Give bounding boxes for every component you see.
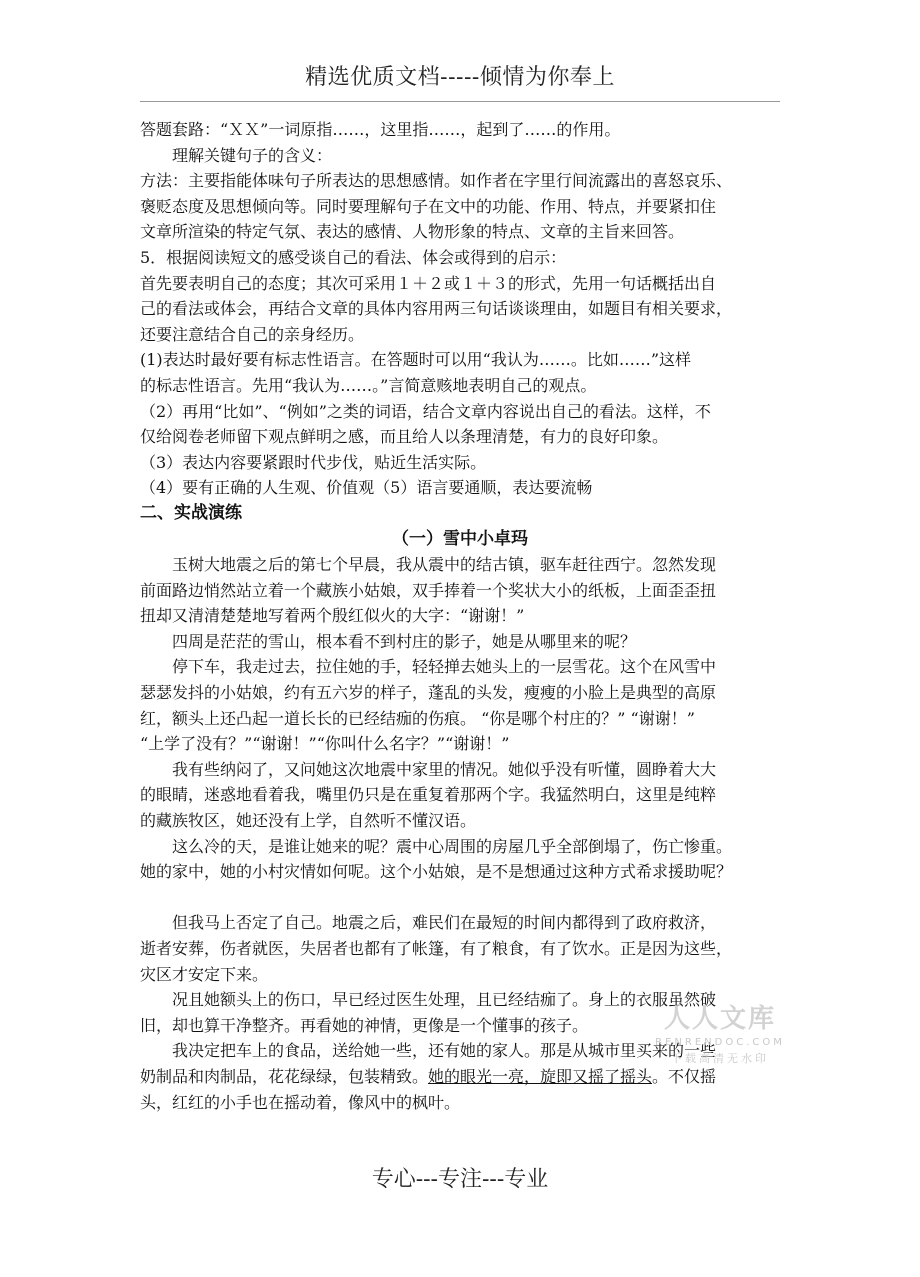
watermark-site: RENRENDOC.COM: [655, 1037, 785, 1048]
text-line: 况且她额头上的伤口，早已经过医生处理，且已经结痂了。身上的衣服虽然破: [172, 990, 717, 1010]
section-heading: 二、实战演练: [140, 502, 242, 523]
text-line: 头，红红的小手也在摇动着，像风中的枫叶。: [140, 1092, 461, 1112]
text-line: 红，额头上还凸起一道长长的已经结痂的伤痕。 “你是哪个村庄的？” “谢谢！”: [140, 708, 695, 728]
text-line: 旧，却也算干净整齐。再看她的神情，更像是一个懂事的孩子。: [140, 1015, 589, 1035]
text-line: (1)表达时最好要有标志性语言。在答题时可以用“我认为……。比如……”这样: [140, 350, 692, 370]
text-line: 我有些纳闷了，又问她这次地震中家里的情况。她似乎没有听懂，圆睁着大大: [172, 759, 717, 779]
text-line: 瑟瑟发抖的小姑娘，约有五六岁的样子，蓬乱的头发，瘦瘦的小脸上是典型的高原: [140, 683, 717, 703]
text-line: 停下车，我走过去，拉住她的手，轻轻掸去她头上的一层雪花。这个在风雪中: [172, 657, 717, 677]
text-line: 首先要表明自己的态度；其次可采用１＋２或１＋３的形式，先用一句话概括出自: [140, 273, 717, 293]
watermark-logo: 人人文库: [663, 1004, 776, 1034]
text-line: 还要注意结合自己的亲身经历。: [140, 324, 365, 344]
text-line: “上学了没有？”“谢谢！”“你叫什么名字？”“谢谢！”: [140, 734, 510, 754]
text-line: 这么冷的天，是谁让她来的呢？震中心周围的房屋几乎全部倒塌了，伤亡惨重。: [172, 836, 733, 856]
header-divider: [140, 101, 780, 102]
watermark: [640, 998, 800, 1068]
text-line: （2）再用“比如”、“例如”之类的词语，结合文章内容说出自己的看法。这样，不: [140, 401, 711, 421]
text-line: （3）表达内容要紧跟时代步伐，贴近生活实际。: [140, 452, 487, 472]
text-line: 己的看法或体会，再结合文章的具体内容用两三句话谈谈理由，如题目有相关要求，: [140, 299, 733, 319]
text-line: 仅给阅卷老师留下观点鲜明之感，而且给人以条理清楚，有力的良好印象。: [140, 427, 669, 447]
text-line: 褒贬态度及思想倾向等。同时要理解句子在文中的功能、作用、特点，并要紧扣住: [140, 196, 717, 216]
page-header: 精选优质文档-----倾情为你奉上: [305, 65, 615, 90]
text-line: （4）要有正确的人生观、价值观（5）语言要通顺，表达要流畅: [140, 478, 593, 498]
text-line: 答题套路：“ＸＸ”一词原指……，这里指……，起到了……的作用。: [140, 120, 621, 139]
text-line: 理解关键句子的含义：: [172, 145, 333, 165]
text-segment: 。不仅摇: [652, 1066, 717, 1086]
text-line: 方法：主要指能体味句子所表达的思想感情。如作者在字里行间流露出的喜怒哀乐、: [140, 171, 733, 191]
text-line: 灾区才安定下来。: [140, 964, 269, 984]
text-line: 的眼睛，迷惑地看着我，嘴里仍只是在重复着那两个字。我猛然明白，这里是纯粹: [140, 785, 717, 805]
text-line: 文章所渲染的特定气氛、表达的感情、人物形象的特点、文章的主旨来回答。: [140, 222, 685, 242]
text-line: 扭却又清清楚楚地写着两个殷红似火的大字：“谢谢！”: [140, 606, 525, 626]
paragraph-gap: [140, 885, 780, 911]
text-line: 前面路边悄然站立着一个藏族小姑娘，双手捧着一个奖状大小的纸板，上面歪歪扭: [140, 580, 717, 600]
text-line: 5．根据阅读短文的感受谈自己的看法、体会或得到的启示：: [140, 247, 567, 267]
document-body: [140, 117, 780, 1115]
text-line: 逝者安葬，伤者就医，失居者也都有了帐篷，有了粮食，有了饮水。正是因为这些，: [140, 939, 733, 958]
text-line: 我决定把车上的食品，送给她一些，还有她的家人。那是从城市里买来的一些: [172, 1041, 717, 1061]
text-line: 玉树大地震之后的第七个早晨，我从震中的结古镇，驱车赶往西宁。忽然发现: [172, 555, 717, 575]
text-segment: 奶制品和肉制品，花花绿绿，包装精致。: [140, 1066, 429, 1086]
text-line: 四周是茫茫的雪山，根本看不到村庄的影子，她是从哪里来的呢？: [172, 631, 637, 651]
text-line: 但我马上否定了自己。地震之后，难民们在最短的时间内都得到了政府救济，: [172, 913, 717, 933]
text-line: 的标志性语言。先用“我认为……。”言简意赅地表明自己的观点。: [140, 375, 597, 395]
page-footer: 专心---专注---专业: [371, 1167, 549, 1192]
underlined-sentence: 她的眼光一亮，旋即又摇了摇头: [428, 1066, 653, 1086]
story-title: （一）雪中小卓玛: [392, 528, 528, 549]
text-line: 她的家中，她的小村灾情如何呢。这个小姑娘，是不是想通过这种方式希求援助呢？: [140, 862, 733, 882]
watermark-tagline: 下载高清无水印: [671, 1052, 769, 1065]
text-line: 的藏族牧区，她还没有上学，自然听不懂汉语。: [140, 811, 477, 831]
